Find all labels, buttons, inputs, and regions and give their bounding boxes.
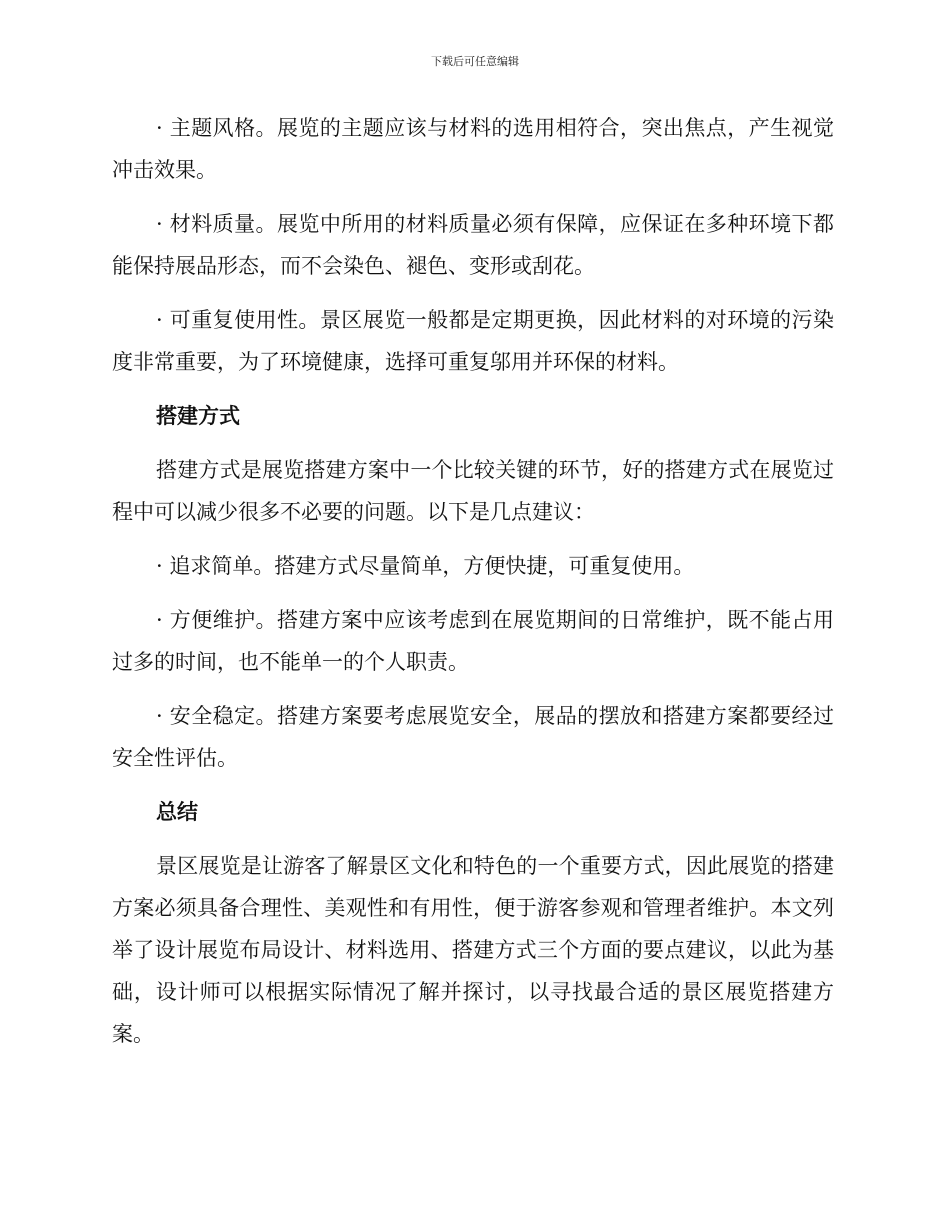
paragraph-build-intro: 搭建方式是展览搭建方案中一个比较关键的环节，好的搭建方式在展览过程中可以减少很多不必要的问题。以下是几点建议： [112, 458, 834, 524]
section-heading-build-method: 搭建方式 [156, 404, 240, 428]
page-header: 下载后可任意编辑 [431, 55, 519, 68]
paragraph-maintenance: · 方便维护。搭建方案中应该考虑到在展览期间的日常维护，既不能占用过多的时间，也不能单一的个人职责。 [112, 608, 834, 674]
paragraph-safety: · 安全稳定。搭建方案要考虑展览安全，展品的摆放和搭建方案都要经过安全性评估。 [112, 704, 834, 770]
document-body [112, 107, 834, 1067]
section-heading-summary: 总结 [156, 800, 198, 824]
paragraph-summary: 景区展览是让游客了解景区文化和特色的一个重要方式，因此展览的搭建方案必须具备合理性、美观性和有用性，便于游客参观和管理者维护。本文列举了设计展览布局设计、材料选用、搭建方式三个方面的要点建议，以此为基础，设计师可以根据实际情况了解并探讨，以寻找最合适的景区展览搭建方案。 [112, 854, 834, 1046]
paragraph-simple: · 追求简单。搭建方式尽量简单，方便快捷，可重复使用。 [156, 554, 695, 578]
paragraph-reusability: · 可重复使用性。景区展览一般都是定期更换，因此材料的对环境的污染度非常重要，为了环境健康，选择可重复邬用并环保的材料。 [112, 308, 834, 374]
paragraph-theme-style: · 主题风格。展览的主题应该与材料的选用相符合，突出焦点，产生视觉冲击效果。 [112, 116, 834, 182]
paragraph-material-quality: · 材料质量。展览中所用的材料质量必须有保障，应保证在多种环境下都能保持展品形态，而不会染色、褪色、变形或刮花。 [112, 212, 834, 278]
